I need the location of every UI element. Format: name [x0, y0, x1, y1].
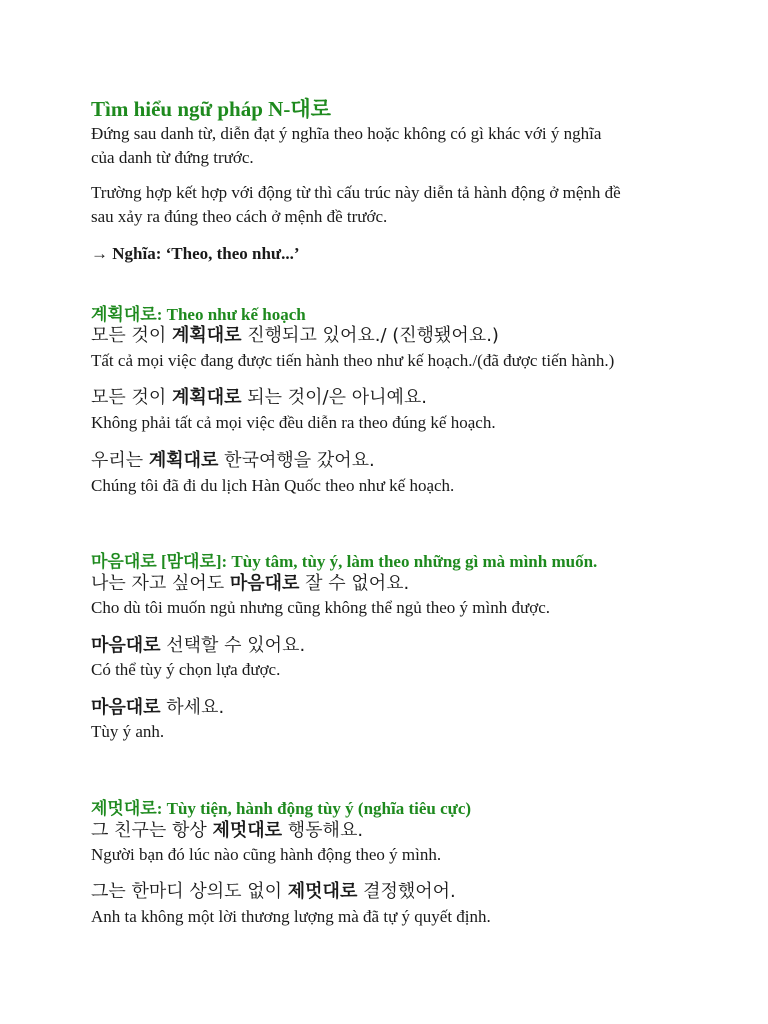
- example-korean-text: 모든 것이: [91, 387, 172, 408]
- example-translation: Cho dù tôi muốn ngủ nhưng cũng không thể ngủ theo ý mình được.: [91, 598, 550, 617]
- section-heading: 마음대로 [맘대로]: Tùy tâm, tùy ý, làm theo những gì mà mình muốn.: [91, 552, 598, 571]
- section-heading: 제멋대로: Tùy tiện, hành động tùy ý (nghĩa tiêu cực): [91, 799, 472, 818]
- example-korean-text: 그는 한마디 상의도 없이: [91, 881, 288, 902]
- example-korean-text: 모든 것이: [91, 325, 172, 346]
- example-korean: [91, 324, 728, 348]
- meaning-line: → Nghĩa: ‘Theo, theo như...’: [91, 244, 300, 263]
- example-korean: [91, 449, 728, 473]
- example-translation: Có thể tùy ý chọn lựa được.: [91, 660, 281, 679]
- example-korean: [91, 880, 728, 904]
- example-translation: Người bạn đó lúc nào cũng hành động theo ý mình.: [91, 845, 442, 864]
- example-korean-text: 결정했어어.: [357, 881, 456, 902]
- example-korean: [91, 819, 728, 843]
- example-korean-text: 그 친구는 항상: [91, 820, 213, 841]
- example-keyword: 마음대로: [229, 573, 300, 594]
- example-korean-text: 하세요.: [160, 697, 225, 718]
- example-keyword: 제멋대로: [287, 881, 358, 902]
- example-korean-text: 나는 자고 싶어도: [91, 573, 230, 594]
- example-korean: [91, 634, 728, 658]
- example-korean-text: 잘 수 없어요.: [299, 573, 410, 594]
- example-translation: Chúng tôi đã đi du lịch Hàn Quốc theo như kế hoạch.: [91, 476, 455, 495]
- example-korean-text: 행동해요.: [282, 820, 364, 841]
- example-keyword: 제멋대로: [212, 820, 283, 841]
- example-translation: Tất cả mọi việc đang được tiến hành theo như kế hoạch./(đã được tiến hành.): [91, 351, 615, 370]
- intro-line: Đứng sau danh từ, diễn đạt ý nghĩa theo hoặc không có gì khác với ý nghĩa: [91, 124, 602, 143]
- example-translation: Tùy ý anh.: [91, 722, 165, 741]
- example-korean: [91, 696, 728, 720]
- example-keyword: 마음대로: [91, 635, 161, 656]
- example-keyword: 마음대로: [91, 697, 161, 718]
- example-keyword: 계획대로: [172, 387, 242, 408]
- section-heading: 계획대로: Theo như kế hoạch: [91, 305, 306, 324]
- intro-paragraph-1: [91, 122, 728, 170]
- example-korean: [91, 572, 728, 596]
- example-korean-text: 우리는: [91, 450, 149, 471]
- example-keyword: 계획대로: [148, 450, 219, 471]
- example-translation: Không phải tất cả mọi việc đều diễn ra theo đúng kế hoạch.: [91, 413, 496, 432]
- page-title: Tìm hiểu ngữ pháp N-대로: [91, 97, 331, 121]
- example-korean-text: 되는 것이/은 아니예요.: [241, 387, 428, 408]
- intro-paragraph-2: [91, 181, 728, 229]
- example-keyword: 계획대로: [172, 325, 242, 346]
- intro-line: của danh từ đứng trước.: [91, 148, 254, 167]
- intro-line: sau xảy ra đúng theo cách ở mệnh đề trước.: [91, 207, 388, 226]
- example-korean-text: 선택할 수 있어요.: [160, 635, 306, 656]
- example-korean-text: 한국여행을 갔어요.: [218, 450, 375, 471]
- example-korean-text: 진행되고 있어요./ (진행됐어요.): [241, 325, 499, 346]
- intro-line: Trường hợp kết hợp với động từ thì cấu trúc này diễn tả hành động ở mệnh đề: [91, 183, 621, 202]
- example-translation: Anh ta không một lời thương lượng mà đã tự ý quyết định.: [91, 907, 491, 926]
- example-korean: [91, 386, 728, 410]
